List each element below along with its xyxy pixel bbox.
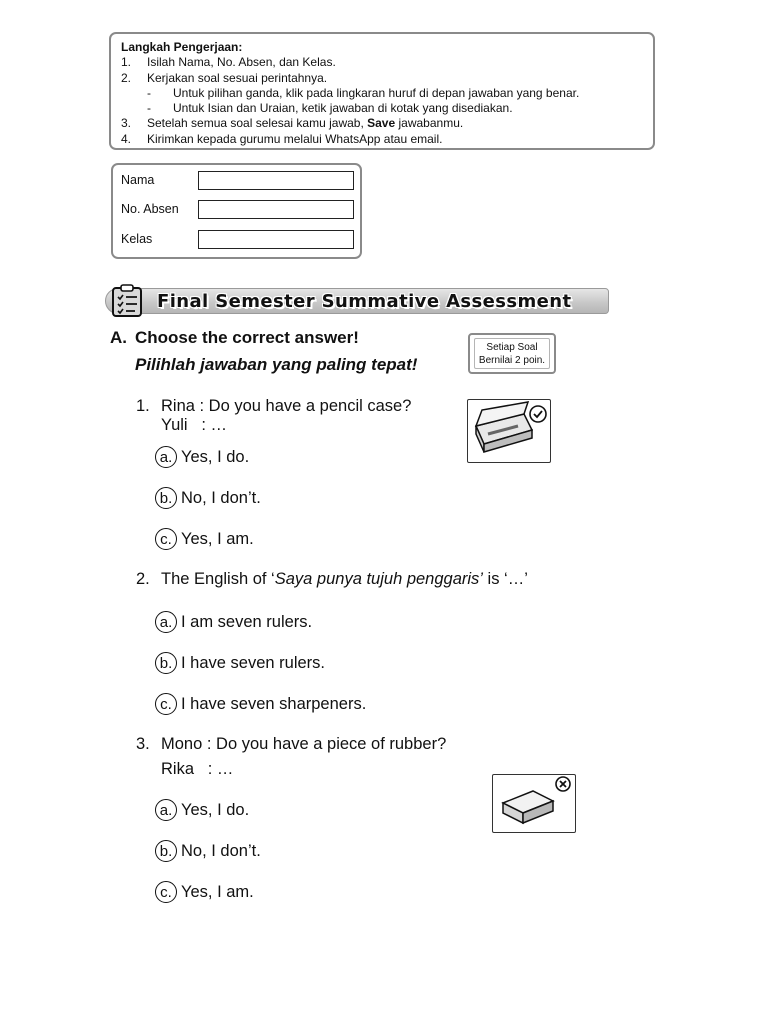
pencil-case-with-check-icon (467, 399, 551, 463)
question-text: Rika : … (161, 760, 234, 778)
kelas-label: Kelas (121, 232, 153, 246)
option-c-circle[interactable]: c. (155, 881, 177, 903)
name-field[interactable] (198, 171, 354, 190)
absen-field[interactable] (198, 200, 354, 219)
question-text (161, 570, 528, 589)
step-text-part: jawabanmu. (395, 116, 464, 131)
option-a-circle[interactable]: a. (155, 799, 177, 821)
instruction-step (121, 55, 643, 70)
instructions-box (109, 32, 655, 150)
step-number: 3. (121, 116, 132, 131)
option-b-circle[interactable]: b. (155, 840, 177, 862)
section-letter: A. (110, 328, 127, 347)
name-label: Nama (121, 173, 155, 187)
banner-title: Final Semester Summative Assessment (157, 291, 572, 312)
option-row (155, 693, 366, 715)
step-text: Kerjakan soal sesuai perintahnya. (147, 70, 328, 85)
absen-label: No. Absen (121, 202, 179, 216)
option-row (155, 446, 249, 468)
points-line: Bernilai 2 poin. (478, 355, 546, 366)
question-text-part: The English of ‘ (161, 570, 275, 588)
option-text: Yes, I am. (181, 529, 254, 548)
step-text: Kirimkan kepada gurumu melalui WhatsApp atau email. (147, 131, 443, 146)
option-row (155, 840, 261, 862)
question-number: 2. (136, 570, 150, 588)
points-badge-inner-border (474, 338, 550, 369)
substep-dash: - (147, 101, 151, 116)
option-row (155, 799, 249, 821)
option-b-circle[interactable]: b. (155, 652, 177, 674)
option-text: Yes, I do. (181, 447, 250, 466)
question-text: Mono : Do you have a piece of rubber? (161, 735, 447, 753)
option-row (155, 528, 254, 550)
question-italic-phrase: Saya punya tujuh penggaris’ (274, 570, 483, 588)
substep-text: Untuk Isian dan Uraian, ketik jawaban di kotak yang disediakan. (173, 101, 513, 116)
instruction-substep (121, 101, 643, 116)
option-a-circle[interactable]: a. (155, 446, 177, 468)
instruction-substep (121, 86, 643, 101)
option-text: Yes, I am. (181, 882, 254, 901)
kelas-field[interactable] (198, 230, 354, 249)
step-number: 2. (121, 70, 132, 85)
option-text: I am seven rulers. (181, 612, 313, 631)
option-row (155, 611, 312, 633)
option-text: No, I don’t. (181, 841, 261, 860)
option-b-circle[interactable]: b. (155, 487, 177, 509)
question-number: 3. (136, 735, 150, 753)
question-text: Rina : Do you have a pencil case? (161, 397, 412, 415)
question-text: Yuli : … (161, 416, 228, 434)
step-number: 1. (121, 55, 132, 70)
assessment-banner (105, 283, 615, 319)
step-text (147, 116, 463, 131)
substep-dash: - (147, 85, 151, 100)
question-text-part: is ‘…’ (482, 570, 528, 588)
option-row (155, 487, 261, 509)
points-line: Setiap Soal (486, 342, 538, 353)
instructions-title: Langkah Pengerjaan: (121, 40, 243, 54)
instruction-step (121, 71, 643, 86)
option-c-circle[interactable]: c. (155, 693, 177, 715)
option-c-circle[interactable]: c. (155, 528, 177, 550)
save-emphasis: Save (367, 116, 396, 131)
substep-text: Untuk pilihan ganda, klik pada lingkaran huruf di depan jawaban yang benar. (173, 85, 580, 100)
option-row (155, 881, 254, 903)
checklist-icon (109, 283, 149, 319)
section-subtitle: Pilihlah jawaban yang paling tepat! (135, 355, 418, 374)
option-a-circle[interactable]: a. (155, 611, 177, 633)
option-text: I have seven sharpeners. (181, 694, 367, 713)
question-number: 1. (136, 397, 150, 415)
instruction-step (121, 132, 643, 147)
option-text: No, I don’t. (181, 488, 261, 507)
eraser-with-cross-icon (492, 774, 576, 833)
option-row (155, 652, 325, 674)
option-text: Yes, I do. (181, 800, 250, 819)
section-title: Choose the correct answer! (135, 328, 359, 347)
instruction-step (121, 116, 643, 131)
student-identity-box (111, 163, 362, 259)
step-text: Isilah Nama, No. Absen, dan Kelas. (147, 55, 336, 70)
option-text: I have seven rulers. (181, 653, 325, 672)
step-number: 4. (121, 131, 132, 146)
step-text-part: Setelah semua soal selesai kamu jawab, (147, 116, 368, 131)
points-badge (468, 333, 556, 374)
